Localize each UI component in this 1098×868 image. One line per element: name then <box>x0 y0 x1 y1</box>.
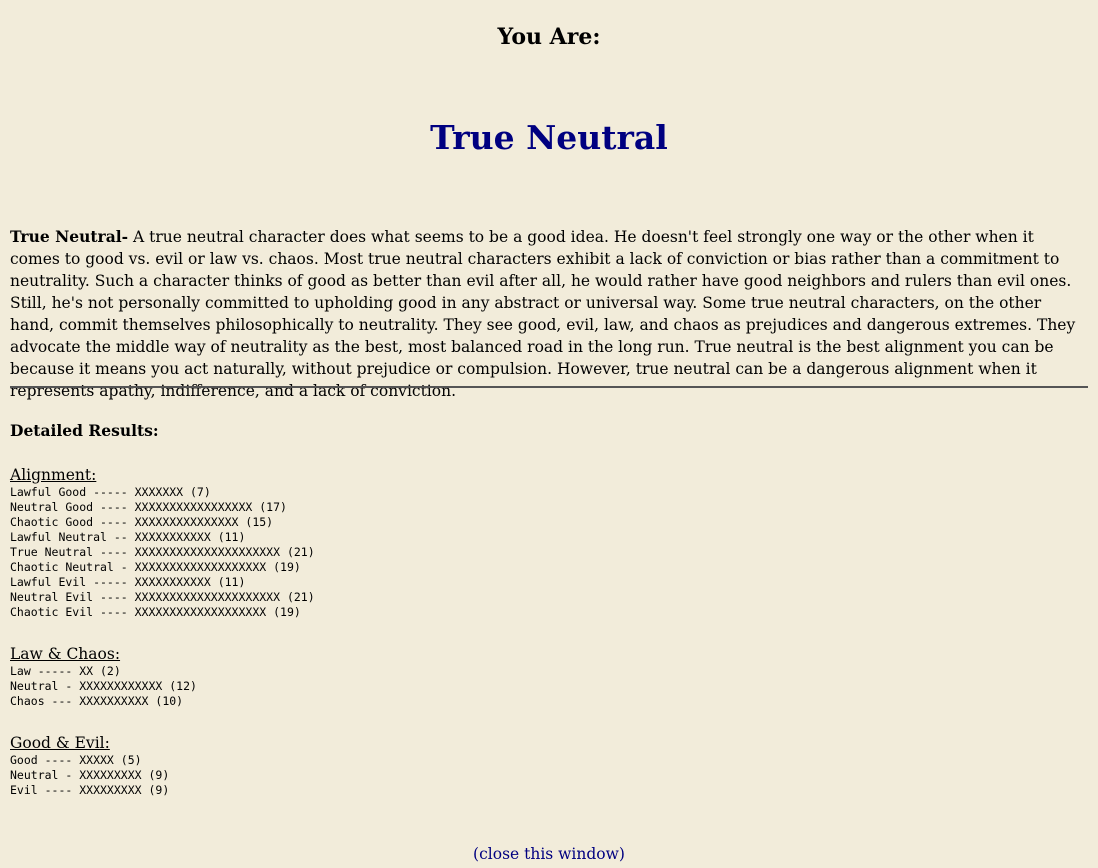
result-row-chaotic-evil: Chaotic Evil ---- XXXXXXXXXXXXXXXXXXX (19) <box>10 605 301 619</box>
result-rows <box>10 664 197 709</box>
section-law-chaos <box>10 644 197 709</box>
result-row-lawful-neutral: Lawful Neutral -- XXXXXXXXXXX (11) <box>10 530 246 544</box>
result-rows <box>10 753 169 798</box>
section-heading: Law & Chaos: <box>10 645 121 663</box>
result-row-chaos: Chaos --- XXXXXXXXXX (10) <box>10 694 184 708</box>
close-window-link[interactable]: (close this window) <box>473 845 625 863</box>
result-row-neutral-evil: Neutral Evil ---- XXXXXXXXXXXXXXXXXXXXX (21) <box>10 590 315 604</box>
description-term: True Neutral- <box>10 227 129 246</box>
section-good-evil <box>10 733 169 798</box>
footer <box>0 843 1098 865</box>
result-row-lawful-evil: Lawful Evil ----- XXXXXXXXXXX (11) <box>10 575 246 589</box>
result-row-evil: Evil ---- XXXXXXXXX (9) <box>10 783 170 797</box>
result-row-neutral: Neutral - XXXXXXXXX (9) <box>10 768 170 782</box>
result-title: True Neutral <box>430 118 668 157</box>
result-row-lawful-good: Lawful Good ----- XXXXXXX (7) <box>10 485 211 499</box>
description-paragraph <box>10 226 1088 402</box>
you-are-heading: You Are: <box>497 24 601 50</box>
result-row-neutral: Neutral - XXXXXXXXXXXX (12) <box>10 679 197 693</box>
result-row-chaotic-good: Chaotic Good ---- XXXXXXXXXXXXXXX (15) <box>10 515 274 529</box>
description-text: A true neutral character does what seems to be a good idea. He doesn't feel strongly one way or the other when it comes to good vs. evil or law vs. chaos. Most true neutral characters exhibit a lack of conviction or bias rather than a commitment to neutrality. Such a character thinks of good as better than evil after all, he would rather have good neighbors and rulers than evil ones. Still, he's not personally committed to upholding good in any abstract or universal way. Some true neutral characters, on the other hand, commit themselves philosophically to neutrality. They see good, evil, law, and chaos as prejudices and dangerous extremes. They advocate the middle way of neutrality as the best, most balanced road in the long run. True neutral is the best alignment you can be because it means you act naturally, without prejudice or compulsion. However, true neutral can be a dangerous alignment when it represents apathy, indifference, and a lack of conviction. <box>10 228 1076 400</box>
section-heading: Alignment: <box>10 466 97 484</box>
result-row-chaotic-neutral: Chaotic Neutral - XXXXXXXXXXXXXXXXXXX (19) <box>10 560 301 574</box>
result-row-neutral-good: Neutral Good ---- XXXXXXXXXXXXXXXXX (17) <box>10 500 287 514</box>
divider <box>10 386 1088 388</box>
section-alignment <box>10 465 315 620</box>
result-row-law: Law ----- XX (2) <box>10 664 121 678</box>
result-row-good: Good ---- XXXXX (5) <box>10 753 142 767</box>
section-heading: Good & Evil: <box>10 734 110 752</box>
result-rows <box>10 485 315 620</box>
detailed-results-heading: Detailed Results: <box>10 421 159 440</box>
result-row-true-neutral: True Neutral ---- XXXXXXXXXXXXXXXXXXXXX (21) <box>10 545 315 559</box>
